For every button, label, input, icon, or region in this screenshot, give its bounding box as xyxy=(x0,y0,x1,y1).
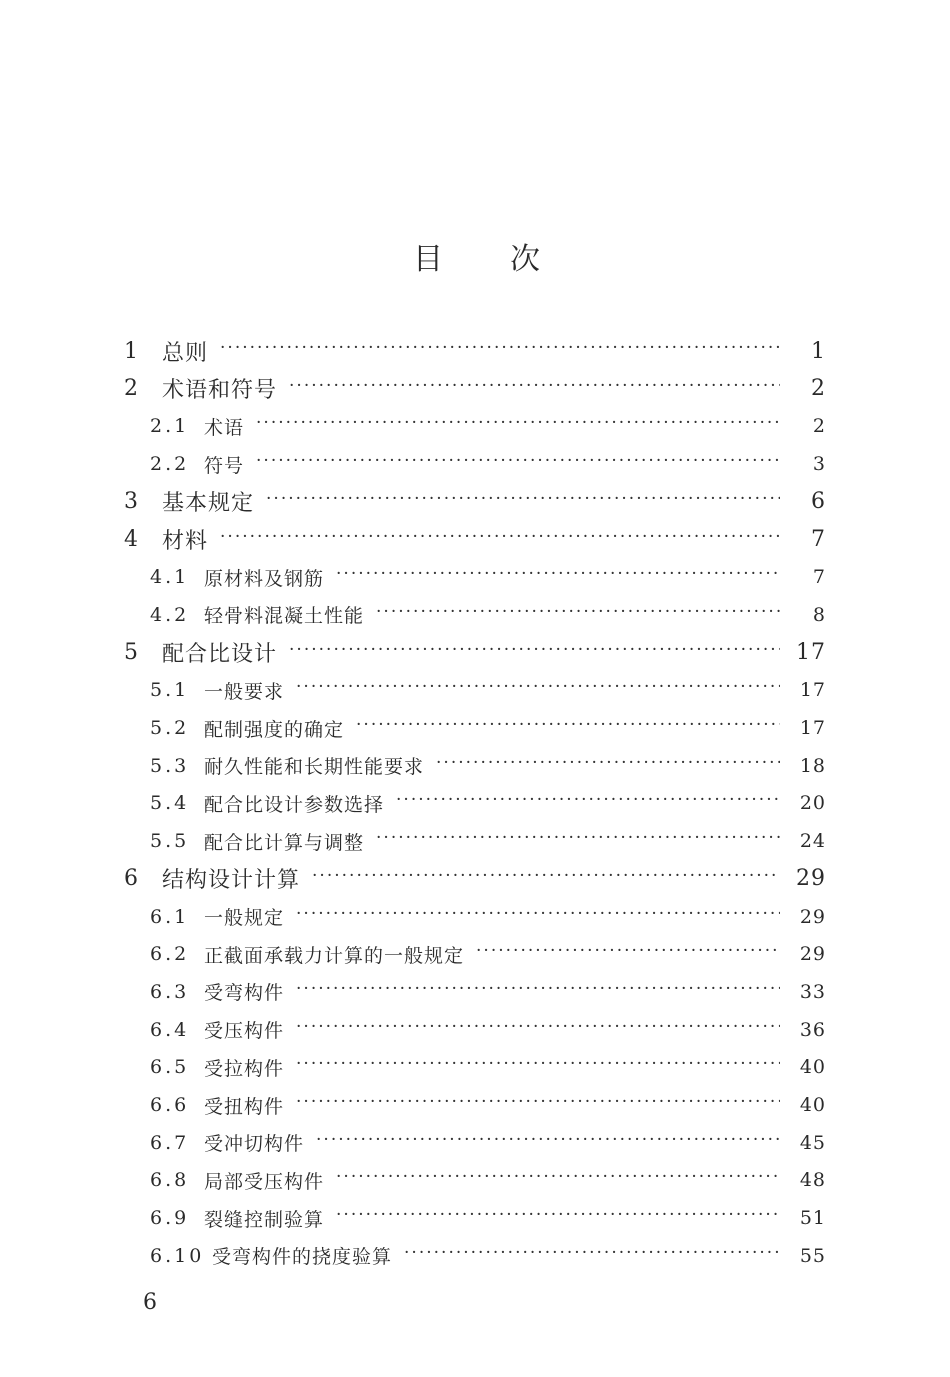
toc-entry-label: 总则 xyxy=(162,340,209,366)
toc-entry-number: 5.3 xyxy=(150,754,190,777)
toc-entry-number: 6.9 xyxy=(150,1207,190,1230)
toc-dot-leader xyxy=(356,715,780,735)
toc-entry-label: 一般规定 xyxy=(204,907,285,929)
toc-entry-page: 7 xyxy=(812,566,826,589)
toc-dot-leader xyxy=(376,602,780,622)
toc-entry-label: 配合比计算与调整 xyxy=(204,831,365,854)
toc-dot-leader xyxy=(296,677,780,697)
toc-entry-label: 结构设计计算 xyxy=(162,868,301,894)
toc-entry-page: 18 xyxy=(799,754,826,777)
toc-entry[interactable] xyxy=(0,483,950,521)
toc-entry[interactable] xyxy=(0,370,950,408)
toc-entry-page: 55 xyxy=(799,1244,826,1267)
toc-dot-leader xyxy=(296,979,780,999)
toc-entry-number: 2.2 xyxy=(150,453,190,476)
toc-dot-leader xyxy=(220,527,780,547)
toc-dot-leader xyxy=(316,1130,780,1150)
toc-entry[interactable] xyxy=(0,332,950,370)
toc-entry-number: 4.1 xyxy=(150,566,190,589)
toc-entry-page: 36 xyxy=(799,1018,826,1041)
toc-entry-number: 5.5 xyxy=(150,830,190,853)
toc-entry-number: 6 xyxy=(124,866,141,892)
toc-entry-number: 5.2 xyxy=(150,717,190,739)
toc-entry[interactable] xyxy=(0,521,950,559)
toc-entry-page: 20 xyxy=(799,792,826,815)
toc-entry-label: 术语和符号 xyxy=(162,378,278,404)
toc-entry-number: 5.1 xyxy=(150,679,190,702)
toc-entry-label: 受冲切构件 xyxy=(204,1133,305,1156)
toc-entry-page: 29 xyxy=(796,866,826,892)
toc-entry-page: 17 xyxy=(796,640,826,666)
toc-dot-leader xyxy=(376,828,780,848)
toc-dot-leader xyxy=(312,866,780,886)
toc-entry[interactable] xyxy=(0,445,950,483)
toc-entry-page: 40 xyxy=(799,1056,826,1079)
toc-entry-page: 51 xyxy=(799,1207,826,1230)
toc-dot-leader xyxy=(256,451,780,471)
toc-entry-number: 2 xyxy=(124,376,141,402)
toc-entry-label: 受拉构件 xyxy=(204,1057,285,1080)
toc-entry[interactable] xyxy=(0,671,950,709)
toc-entry-page: 24 xyxy=(799,830,826,853)
toc-entry-number: 6.3 xyxy=(150,980,190,1003)
toc-entry[interactable] xyxy=(0,634,950,672)
toc-entry[interactable] xyxy=(0,1199,950,1237)
toc-entry-page: 48 xyxy=(799,1169,826,1192)
toc-dot-leader xyxy=(266,489,780,509)
toc-entry-label: 配制强度的确定 xyxy=(204,718,345,741)
toc-dot-leader xyxy=(336,1167,780,1187)
toc-dot-leader xyxy=(256,413,780,433)
toc-entry-label: 耐久性能和长期性能要求 xyxy=(204,756,425,779)
toc-entry-label: 配合比设计 xyxy=(162,642,278,668)
toc-entry-label: 配合比设计参数选择 xyxy=(204,793,385,816)
toc-entry-page: 8 xyxy=(812,603,826,626)
toc-entry-label: 轻骨料混凝土性能 xyxy=(204,605,365,628)
toc-entry-page: 29 xyxy=(799,943,826,966)
toc-entry-page: 17 xyxy=(799,717,826,739)
toc-entry-number: 5 xyxy=(124,640,141,666)
toc-dot-leader xyxy=(336,564,780,584)
toc-entry-page: 7 xyxy=(811,527,826,552)
toc-entry[interactable] xyxy=(0,1161,950,1199)
toc-dot-leader xyxy=(476,941,780,961)
toc-entry-number: 6.5 xyxy=(150,1056,190,1079)
toc-entry-label: 局部受压构件 xyxy=(204,1170,325,1193)
toc-entry-page: 29 xyxy=(799,905,826,928)
toc-entry-page: 45 xyxy=(799,1131,826,1154)
toc-entry-page: 3 xyxy=(812,453,826,476)
toc-entry[interactable] xyxy=(0,822,950,860)
toc-dot-leader xyxy=(396,790,780,810)
toc-entry-number: 6.6 xyxy=(150,1094,190,1116)
toc-entry-number: 6.2 xyxy=(150,943,190,966)
toc-entry-number: 6.1 xyxy=(150,905,190,928)
toc-entry-page: 40 xyxy=(799,1094,826,1116)
toc-entry-number: 3 xyxy=(124,489,141,515)
toc-entry[interactable] xyxy=(0,898,950,936)
toc-dot-leader xyxy=(296,1054,780,1074)
footer-page-number: 6 xyxy=(143,1290,157,1315)
toc-entry[interactable] xyxy=(0,1011,950,1049)
toc-entry[interactable] xyxy=(0,747,950,785)
toc-entry[interactable] xyxy=(0,860,950,898)
title-char-2: 次 xyxy=(510,242,540,277)
toc-entry-page: 2 xyxy=(811,376,826,402)
toc-entry-page: 33 xyxy=(799,980,826,1003)
toc-entry[interactable] xyxy=(0,558,950,596)
toc-dot-leader xyxy=(296,904,780,924)
title-char-1: 目 xyxy=(413,242,443,277)
toc-entry[interactable] xyxy=(0,709,950,747)
toc-dot-leader xyxy=(289,376,780,396)
toc-dot-leader xyxy=(296,1017,780,1037)
toc-entry-label: 符号 xyxy=(204,454,245,477)
toc-entry[interactable] xyxy=(0,784,950,822)
toc-entry-number: 6.7 xyxy=(150,1131,190,1154)
toc-entry-label: 正截面承载力计算的一般规定 xyxy=(204,944,465,967)
page-title xyxy=(0,238,950,282)
toc-entry-label: 术语 xyxy=(204,416,245,439)
toc-dot-leader xyxy=(220,338,780,358)
toc-entry[interactable] xyxy=(0,1124,950,1162)
toc-entry[interactable] xyxy=(0,1048,950,1086)
toc-entry-number: 6.4 xyxy=(150,1018,190,1041)
toc-entry-number: 4.2 xyxy=(150,603,190,626)
toc-entry-label: 原材料及钢筋 xyxy=(204,567,325,590)
toc-entry-label: 受弯构件 xyxy=(204,982,285,1005)
toc-entry[interactable] xyxy=(0,935,950,973)
toc-entry[interactable] xyxy=(0,973,950,1011)
toc-entry-number: 6.10 xyxy=(150,1244,205,1267)
toc-entry-label: 受扭构件 xyxy=(204,1095,285,1118)
toc-entry-number: 4 xyxy=(124,527,141,552)
toc-entry-page: 17 xyxy=(799,679,826,702)
toc-entry[interactable] xyxy=(0,407,950,445)
toc-entry[interactable] xyxy=(0,596,950,634)
toc-entry[interactable] xyxy=(0,1086,950,1124)
toc-entry-number: 1 xyxy=(124,338,141,364)
toc-dot-leader xyxy=(296,1092,780,1112)
toc-entry-number: 5.4 xyxy=(150,792,190,815)
toc-entry-number: 6.8 xyxy=(150,1169,190,1192)
toc-entry-label: 受压构件 xyxy=(204,1020,285,1043)
toc-dot-leader xyxy=(289,640,780,660)
toc-dot-leader xyxy=(404,1243,780,1263)
toc-entry-label: 材料 xyxy=(162,529,209,554)
toc-entry[interactable] xyxy=(0,1237,950,1275)
toc-entry-label: 一般要求 xyxy=(204,680,285,703)
toc-entry-number: 2.1 xyxy=(150,415,190,438)
toc-entry-label: 受弯构件的挠度验算 xyxy=(212,1246,393,1269)
toc-dot-leader xyxy=(436,753,780,773)
toc-entry-page: 1 xyxy=(811,338,826,364)
toc-entry-page: 6 xyxy=(811,489,826,515)
toc-entry-label: 基本规定 xyxy=(162,491,255,517)
toc-entry-page: 2 xyxy=(812,415,826,438)
toc-entry-label: 裂缝控制验算 xyxy=(204,1208,325,1231)
toc-dot-leader xyxy=(336,1205,780,1225)
